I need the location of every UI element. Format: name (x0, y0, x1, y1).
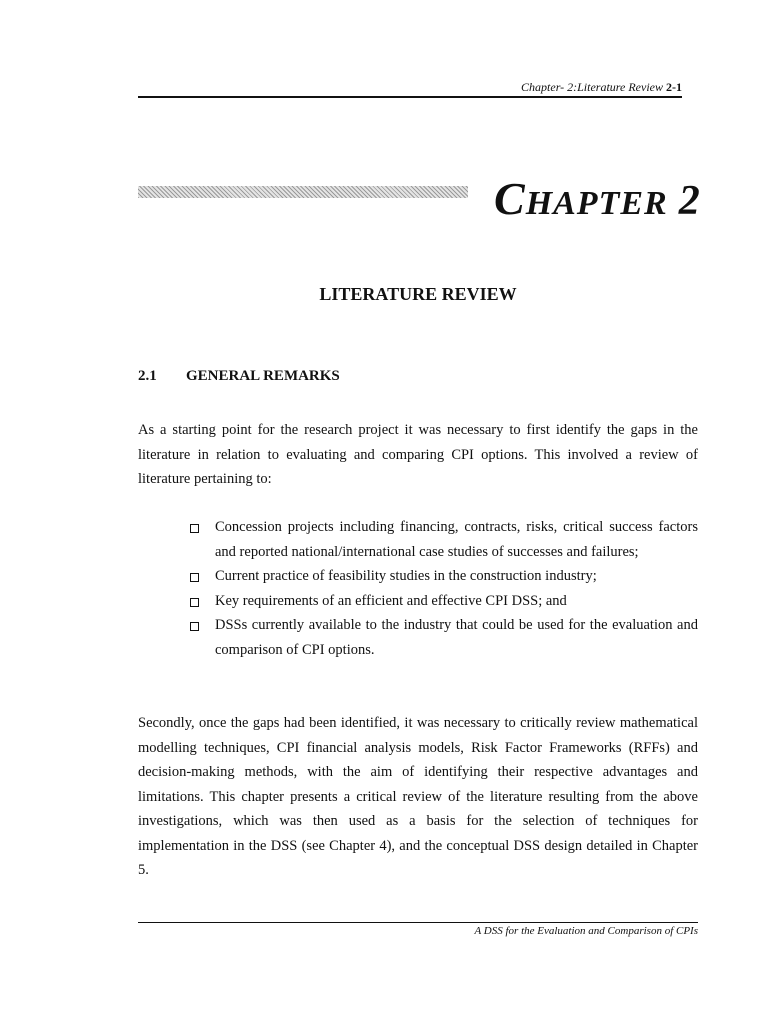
checkbox-bullet-icon (190, 524, 199, 533)
list-item (188, 515, 698, 564)
header-rule (138, 96, 682, 98)
bullet-list (188, 515, 698, 662)
chapter-title-word: HAPTER (525, 185, 668, 222)
checkbox-bullet-icon (190, 598, 199, 607)
chapter-heading: LITERATURE REVIEW (319, 284, 517, 304)
running-footer: A DSS for the Evaluation and Comparison of CPIs (474, 925, 698, 937)
footer-rule (138, 922, 698, 923)
list-item (188, 589, 698, 614)
chapter-title (494, 172, 701, 225)
chapter-number: 2 (678, 178, 701, 224)
checkbox-bullet-icon (190, 622, 199, 631)
list-item-text: DSSs currently available to the industry that could be used for the evaluation and comparison of CPI options. (215, 617, 698, 658)
chapter-title-first-letter: C (494, 173, 526, 224)
checkbox-bullet-icon (190, 573, 199, 582)
list-item-text: Key requirements of an efficient and effective CPI DSS; and (215, 592, 567, 609)
decorative-hatch-bar (138, 186, 468, 198)
running-title: Chapter- 2:Literature Review (521, 80, 663, 94)
intro-paragraph: As a starting point for the research project it was necessary to first identify the gaps in the literature in relation to evaluating and comparing CPI options. This involved a review of literature pertaining to: (138, 422, 698, 487)
section-title: GENERAL REMARKS (186, 368, 340, 384)
list-item-text: Concession projects including financing, contracts, risks, critical success factors and reported national/international case studies of successes and failures; (215, 519, 698, 560)
section-number: 2.1 (138, 368, 157, 384)
second-paragraph: Secondly, once the gaps had been identified, it was necessary to critically review mathematical modelling techniques, CPI financial analysis models, Risk Factor Frameworks (RFFs) and decision-making methods, with the aim of identifying their respective advantages and limitations. This chapter presents a critical review of the literature resulting from the above investigations, which was then used as a basis for the selection of techniques for implementation in the DSS (see Chapter 4), and the conceptual DSS design detailed in Chapter 5. (138, 715, 698, 878)
list-item (188, 613, 698, 662)
section-heading (138, 368, 340, 385)
list-item-text: Current practice of feasibility studies in the construction industry; (215, 568, 597, 584)
page-number: 2-1 (666, 80, 682, 94)
list-item (188, 564, 698, 589)
running-header (521, 80, 682, 95)
